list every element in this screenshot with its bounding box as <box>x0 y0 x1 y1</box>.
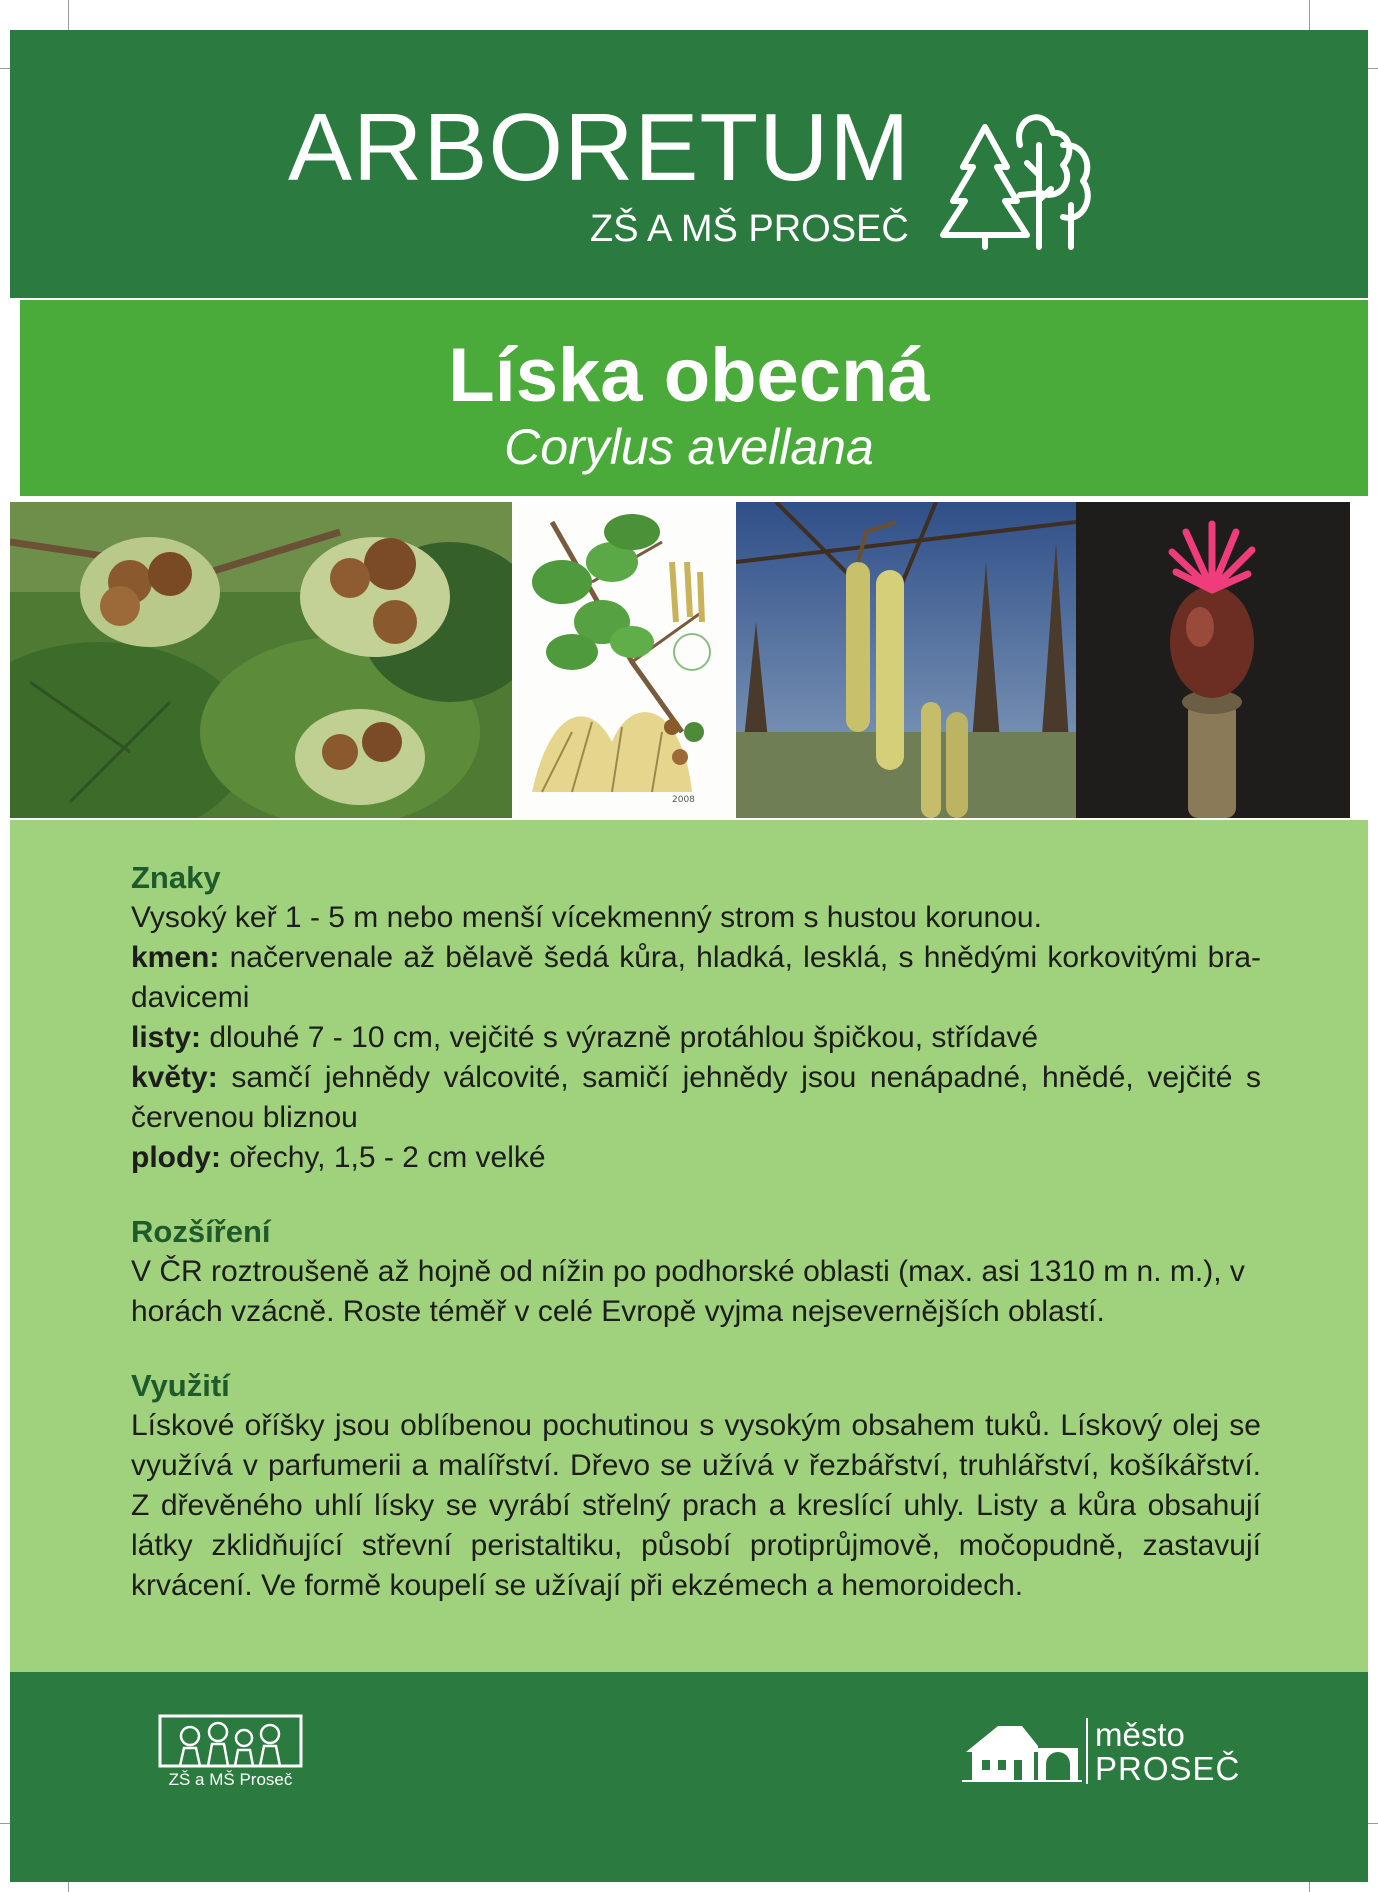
listy-text: dlouhé 7 - 10 cm, vejčité s výrazně protáhlou špičkou, střídavé <box>201 1021 1039 1054</box>
botanical-illustration <box>512 502 736 818</box>
heading-vyuziti: Využití <box>131 1368 230 1403</box>
znaky-intro: Vysoký keř 1 - 5 m nebo menší vícekmenný strom s hustou korunou. <box>131 901 1042 934</box>
znaky-kmen <box>131 938 1261 1018</box>
male-catkins-photo <box>736 502 1076 818</box>
vyuziti-text: Lískové oříšky jsou oblíbenou pochutinou s vysokým obsahem tuků. Lískový olej se využívá v parfumerii a malířství. Dřevo se užívá v řezbářství, truhlářství, košíkářství. Z dřevěného uhlí lísky se vyrábí střelný prach a kreslící uhly. Listy a kůra obsahují látky zklidňující střevní peristaltiku, působí protiprůjmově, močopudně, zastavují krvácení. Ve formě koupelí se užívají při ekzémech a hemoroidech. <box>131 1409 1261 1602</box>
kvety-label: květy: <box>131 1061 218 1094</box>
photo-strip <box>10 502 1340 818</box>
town-name-line2: PROSEČ <box>1095 1750 1241 1787</box>
town-name-line1: město <box>1095 1716 1185 1753</box>
trees-logo-icon <box>935 105 1095 250</box>
town-building-icon <box>962 1718 1082 1782</box>
kvety-text: samčí jehnědy válcovité, samičí jehnědy jsou nenápadné, hnědé, vejčité s červenou bliznou <box>131 1061 1261 1134</box>
school-name: ZŠ a MŠ Proseč <box>168 1770 293 1789</box>
species-common-name: Líska obecná <box>448 333 930 418</box>
school-logo-icon <box>158 1712 303 1770</box>
section-znaky <box>131 858 1261 1178</box>
section-rozsireni <box>131 1212 1261 1332</box>
hazelnut-fruits-photo <box>10 502 512 818</box>
section-vyuziti <box>131 1366 1261 1606</box>
heading-znaky: Znaky <box>131 860 221 895</box>
heading-rozsireni: Rozšíření <box>131 1214 271 1249</box>
female-flower-photo <box>1076 502 1350 818</box>
plody-text: ořechy, 1,5 - 2 cm velké <box>221 1141 546 1174</box>
znaky-kvety <box>131 1058 1261 1138</box>
arboretum-subtitle: ZŠ A MŠ PROSEČ <box>590 208 909 250</box>
town-divider <box>1086 1718 1088 1784</box>
arboretum-title: ARBORETUM <box>288 94 911 201</box>
listy-label: listy: <box>131 1021 202 1054</box>
rozsireni-text: V ČR roztroušeně až hojně od nížin po podhorské oblasti (max. asi 1310 m n. m.), v horách vzácně. Roste téměř v celé Evropě vyjma nejsevernějších oblastí. <box>131 1255 1245 1328</box>
plody-label: plody: <box>131 1141 221 1174</box>
kmen-text: načervenale až bělavě šedá kůra, hladká, lesklá, s hnědými korkovitými bra-davicemi <box>131 941 1261 1014</box>
species-latin-name: Corylus avellana <box>504 419 874 475</box>
kmen-label: kmen: <box>131 941 220 974</box>
znaky-plody <box>131 1138 1261 1178</box>
description-text <box>131 858 1261 1640</box>
illustration-signature: 2008 <box>672 795 695 805</box>
znaky-listy <box>131 1018 1261 1058</box>
